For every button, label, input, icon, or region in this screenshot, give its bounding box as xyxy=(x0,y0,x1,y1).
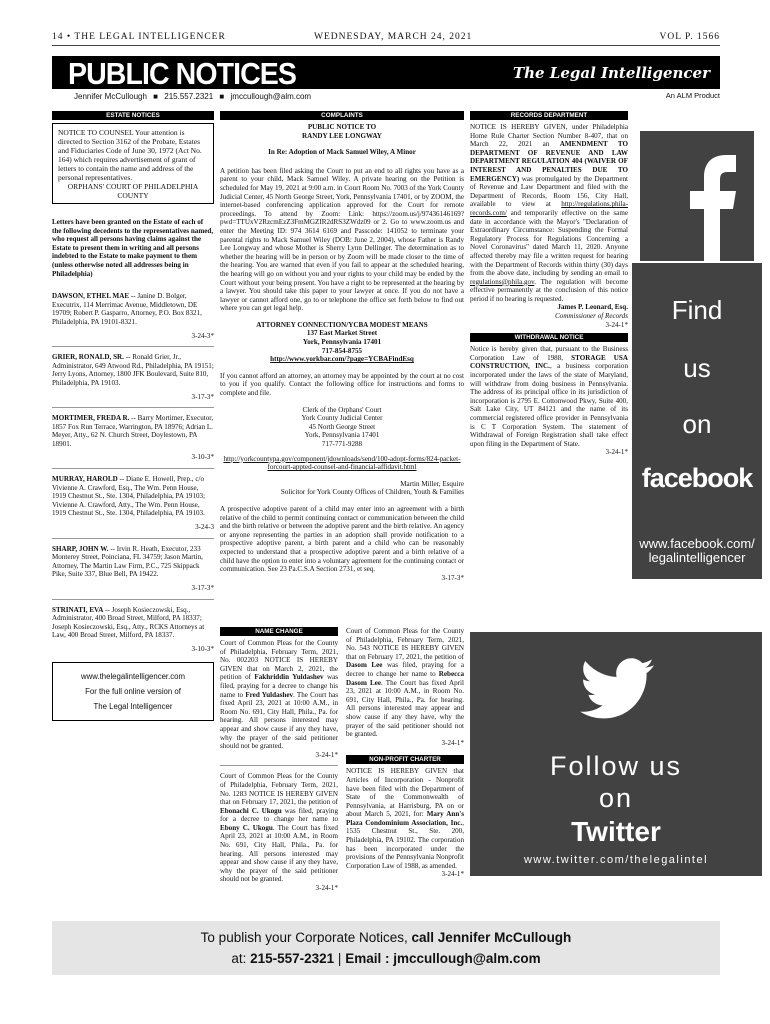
clerk-address xyxy=(220,406,464,449)
notice-ref: 3-24-1* xyxy=(315,884,338,893)
promo-line: For the full online version of xyxy=(85,686,181,696)
bullet-icon: ■ xyxy=(153,92,159,101)
notice-ref: 3-24-1* xyxy=(605,320,628,329)
ad-find: Find xyxy=(671,295,723,325)
estate-notice-body: DAWSON, ETHEL MAE -- Janine D. Bolger, Executrix, 114 Merrimac Avenue, Middletown, DE 19709; Robert P. Gasparro, Attorney, P.O. Box 8321, Philadelphia, PA 19101-8321. xyxy=(52,292,202,326)
address-line: 717-854-8755 xyxy=(321,346,363,355)
attorney-heading: ATTORNEY CONNECTION/YCBA MODEST MEANS xyxy=(256,320,428,329)
contact-name: Jennifer McCullough xyxy=(74,92,147,101)
records-header: RECORDS DEPARTMENT xyxy=(470,111,628,120)
estate-notice-body: MORTIMER, FREDA R. -- Barry Mortimer, Executor, 1857 Fox Run Terrace, Warrington, PA 18976; Adrian L. Meyer, Atty., 62 N. Church Street, Doylestown, PA 18901. xyxy=(52,414,214,448)
online-promo[interactable] xyxy=(52,662,214,721)
notice-ref: 3-24-1* xyxy=(315,750,338,759)
twitter-ad[interactable] xyxy=(470,632,762,876)
contact-phone: 215.557.2321 xyxy=(164,92,214,101)
page-folio: 14 • THE LEGAL INTELLIGENCER xyxy=(52,32,226,42)
divider xyxy=(52,599,214,600)
clerk-url[interactable]: http://yorkcountypa.gov/component/jdownloads/send/100-adopt-forms/824-packet-forcourt-appted-counsel-and-financial-affidavit.html xyxy=(223,454,461,472)
complaints-column xyxy=(220,111,464,582)
complaints-header: COMPLAINTS xyxy=(220,111,464,120)
notice-ref: 3-17-3* xyxy=(191,584,214,592)
nonprofit-header: NON-PROFIT CHARTER xyxy=(346,755,464,764)
signature-title: Commissioner of Records xyxy=(554,312,628,321)
footer-phone[interactable]: 215-557-2321 xyxy=(250,951,335,966)
notice-title: PUBLIC NOTICE TO xyxy=(307,123,377,131)
estate-header: ESTATE NOTICES xyxy=(52,111,214,120)
footer-line-1: To publish your Corporate Notices, call Jennifer McCullough xyxy=(200,930,572,945)
address-line: York, Pennsylvania 17401 xyxy=(304,431,380,440)
counsel-notice-box xyxy=(52,123,214,204)
facebook-wordmark: facebook xyxy=(641,463,753,493)
notice-ref: 3-24-1* xyxy=(605,448,628,457)
footer-line-2: at: 215-557-2321 | Email : jmccullough@alm.com xyxy=(231,951,541,966)
estate-lead: Letters have been granted on the Estate of each of the following decedents to the representatives named, who request all persons having claims against the Estate to present them in writing and all persons indebted to the Estate to make payment to them (unless otherwise noted all addresses being in Philadelphia) xyxy=(52,218,214,278)
email-link[interactable]: regulations@phila.gov xyxy=(470,277,535,286)
address-line: York, Pennsylvania 17401 xyxy=(302,338,382,347)
divider xyxy=(220,765,338,766)
notice-body: If you cannot afford an attorney, an attorney may be appointed by the court at no cost to you if you qualify. Contact the following office for instructions and forms to complete and file. xyxy=(220,371,464,398)
section-title: PUBLIC NOTICES xyxy=(68,56,296,91)
nonprofit-notice: NOTICE IS HEREBY GIVEN that Articles of Incorporation - Nonprofit have been filed with the Department of State of the Commonwealth of Pennsylvania, at Harrisburg, PA on or about March 5, 2021, for: Mary Ann's Plaza Condominium Association, Inc., 1535 Chestnut St., Ste. 200, Philadelphia, PA 19102. The corporation has been incorporated under the provisions of the Pennsylvania Nonprofit Corporation Law of 1988, as amended. xyxy=(346,767,464,870)
estate-notice xyxy=(52,545,214,593)
promo-url[interactable]: www.thelegalintelligencer.com xyxy=(80,671,185,681)
twitter-url[interactable]: www.twitter.com/thelegalintel xyxy=(523,854,709,866)
estate-notice-body: GRIER, RONALD, SR. -- Ronald Grier, Jr., Administrator, 649 Atwood Rd., Philadelphia, PA 19151; Jerry Lyons, Attorney, 1800 JFK Boulevard, Suite 810, Philadelphia, PA 19103. xyxy=(52,353,214,387)
estate-notice-body: SHARP, JOHN W. -- Irvin R. Heath, Executor, 233 Monterey Street, Poinciana, FL 34759; Jason Martin, Attorney, The Martin Law Firm, P.C., 725 Skippack Pike, Suite 337, Blue Bell, PA 19422. xyxy=(52,544,203,579)
name-change-notice: Court of Common Pleas for the County of Philadelphia, February Term, 2021, No. 543 NOTICE IS HEREBY GIVEN that on February 17, 2021, the petition of Dasom Lee was filed, praying for a decree to change her name to Rebecca Dasom Lee. The Court has fixed April 23, 2021 at 10:00 A.M., in Room No. 691, City Hall, Phila., Pa. for hearing. All persons interested may appear and show cause if any they have, why the prayer of the said petitioner should not be granted. xyxy=(346,627,464,739)
name-change-notice: Court of Common Pleas for the County of Philadelphia, February Term, 2021, No. 002203 NOTICE IS HEREBY GIVEN that on March 2, 2021, the petition of Fakhriddin Yuldashev was filed, praying for a decree to change his name to Fred Yuldashev. The Court has fixed April 23, 2021 at 10:00 A.M., in Room No. 691, City Hall, Phila., Pa. for hearing. All persons interested may appear and show cause if any they have, why the prayer of the said petitioner should not be granted. xyxy=(220,639,338,751)
divider xyxy=(52,468,214,469)
facebook-url[interactable]: www.facebook.com/ legalintelligencer xyxy=(639,536,755,565)
notice-ref: 3-24-1* xyxy=(441,738,464,747)
records-column xyxy=(470,111,628,457)
divider xyxy=(52,538,214,539)
ad-on: on xyxy=(682,409,712,439)
footer-email[interactable]: jmccullough@alm.com xyxy=(393,951,541,966)
notice-body: A prospective adoptive parent of a child may enter into an agreement with a birth relative of the child to permit continuing contact or communication between the child and the birth relative or between the adoptive parent and the birth relative. An agency or anyone representing the parties in an adoption shall provide notification to a prospective adoptive parent, a birth parent and a child who can be reasonably expected to understand that a prospective adoptive parent and a birth relative of a child have the option to enter into a voluntary agreement for the continuing contact or communication. See 23 Pa.C.S.A Section 2731, et seq. xyxy=(220,504,464,574)
estate-notice xyxy=(52,414,214,462)
notice-body: A petition has been filed asking the Court to put an end to all rights you have as a parent to your child, Mack Samuel Wiley. A private hearing on the Petition is scheduled for May 19, 2021 at 9:00 a.m. in Court Room No. 7003 of the York County Judicial Center, 45 North George Street, York, Pennsylvania 17401, or by ZOOM, the internet-based conferencing application approved for the Court for remote proceedings. To attend by Zoom: Link: https://zoom.us/j/97436146169?pwd=TTUxV2RzcmEzZ3FmMGZIR2dRS3ZWdz09 or 2. Go to www.zoom.us and enter the Meeting ID: 974 3614 6169 and Passcode: 141052 to terminate your parental rights to Mack Samuel Wiley (DOB: June 2, 2004), whose Father is Randy Lee Longway and whose Mother is Sherry Lynn Dellinger. The determination as to whether the hearing will be in person or by Zoom will be made closer to the time of the hearing. You are warned that even if you fail to appear at the scheduled hearing, the hearing will go on without you and your rights to your child may be ended by the Court without your being present. You have a right to be represented at the hearing by a lawyer. You should take this paper to your lawyer at once. If you do not have a lawyer or cannot afford one, go to or telephone the office set forth below to find out where you can get legal help. xyxy=(220,166,464,313)
regulations-link[interactable]: http://regulations.phila-records.com/ xyxy=(470,200,628,217)
contact-bar xyxy=(52,91,720,103)
estate-notice xyxy=(52,353,214,401)
notice-ref: 3-17-3* xyxy=(191,392,214,401)
name-change-header: NAME CHANGE xyxy=(220,627,338,636)
name-change-column xyxy=(220,627,338,893)
address-line: York County Judicial Center xyxy=(301,414,383,423)
estate-notice-body: MURRAY, HAROLD -- Diane E. Howell, Prep., c/o Vivienne A. Crawford, Esq., The Wm. Penn House, 1919 Chestnut St., Ste. 1304, Philadelphia, PA 19103; Vivienne A. Crawford, Atty., The Wm. Penn House, 1919 Chestnut St., Ste. 1304, Philadelphia, PA 19103. xyxy=(52,475,206,518)
estate-notice xyxy=(52,606,214,654)
notice-ref: 3-17-3* xyxy=(441,573,464,582)
counsel-notice-text: NOTICE TO COUNSEL Your attention is directed to Section 3162 of the Probate, Estates and Fiduciaries Code of June 30, 1972 (Act No. 164) which requires advertisement of grant of letters to contain the name and address of the personal representatives. xyxy=(58,128,202,182)
estate-notice-body: STRINATI, EVA -- Joseph Kosieczowski, Esq., Administrator, 400 Broad Street, Milford, PA 18337; Joseph Kosieczowski, Esq., Atty., RCKS Attorneys at Law, 400 Broad Street, Milford, PA 18337. xyxy=(52,605,205,640)
twitter-wordmark: Twitter xyxy=(571,816,661,847)
attorney-address xyxy=(220,329,464,355)
estate-notice xyxy=(52,292,214,340)
counsel-notice-sign: ORPHANS' COURT OF PHILADELPHIA COUNTY xyxy=(67,182,199,200)
signature-name: James P. Leonard, Esq. xyxy=(557,303,628,312)
facebook-ad[interactable] xyxy=(632,123,762,579)
bullet-icon: ■ xyxy=(219,92,225,101)
address-line: 45 North George Street xyxy=(308,422,376,431)
notice-ref: 3-24-3* xyxy=(191,331,214,340)
notice-ref: 3-24-3 xyxy=(195,523,214,532)
facebook-logo-icon xyxy=(632,123,762,263)
divider xyxy=(52,346,214,347)
notice-ref: 3-24-1* xyxy=(441,870,464,879)
publish-footer xyxy=(52,921,720,975)
signature-title: Solicitor for York County Offices of Children, Youth & Families xyxy=(280,488,464,497)
estate-column xyxy=(52,111,214,721)
attorney-url[interactable]: http://www.yorkbar.com/?page=YCBAFindEsq xyxy=(270,355,414,364)
signature-name: Martin Miller, Esquire xyxy=(400,479,464,488)
records-notice: NOTICE IS HEREBY GIVEN, under Philadelphia Home Rule Charter Section Number 8-407, that on March 22, 2021 an AMENDMENT TO DEPARTMENT OF REVENUE AND LAW DEPARTMENT REGULATION 404 (WAIVER OF INTEREST AND PENALTIES DUE TO EMERGENCY) was promulgated by the Department of Revenue and Law Department and filed with the Department of Records, Room 156, City Hall, available to view at http://regulations.phila-records.com/ and temporarily effective on the same date in accordance with the Mayor's "Declaration of Extraordinary Circumstance: Suspending the Formal Regulatory Process for Regulations Concerning a Novel Coronavirus" dated March 11, 2020. Anyone affected thereby may file a written request for hearing with the Department of Records within thirty (30) days from the above date, including by sending an email to regulations@phila.gov. The regulation will become effective permanently at the conclusion of this notice period if no hearing is requested. xyxy=(470,123,629,303)
address-line: 137 East Market Street xyxy=(306,329,378,338)
divider xyxy=(52,407,214,408)
footer-contact: call Jennifer McCullough xyxy=(411,930,572,945)
product-tag: An ALM Product xyxy=(665,91,720,100)
notice-re: In Re: Adoption of Mack Samuel Wiley, A Minor xyxy=(268,148,416,157)
address-line: 717-771-9288 xyxy=(321,440,363,448)
twitter-bird-icon xyxy=(580,658,654,720)
notice-ref: 3-10-3* xyxy=(191,644,214,653)
volume-page: VOL P. 1566 xyxy=(659,32,720,42)
running-header xyxy=(52,30,720,46)
notice-recipient: RANDY LEE LONGWAY xyxy=(302,131,382,140)
name-change-column-2 xyxy=(346,627,464,879)
ad-us: us xyxy=(683,353,711,383)
twitter-follow: Follow us on xyxy=(549,751,683,813)
withdrawal-notice: Notice is hereby given that, pursuant to the Business Corporation Law of 1988, STORAGE USA CONSTRUCTION, INC., a business corporation incorporated under the laws of the state of Maryland, will withdraw from doing business in Pennsylvania. The address of its principal office in its jurisdiction of incorporation is 2795 E. Cottonwood Pkwy, Suite 400, Salt Lake City, UT 84121 and the name of its commercial registered office provider in Pennsylvania is C T Corporation System. The statement of Withdrawal of Foreign Registration shall take effect upon filing in the Department of State. xyxy=(470,345,628,448)
contact-email[interactable]: jmccullough@alm.com xyxy=(230,92,312,101)
masthead-logo: The Legal Intelligencer xyxy=(512,64,710,82)
name-change-notice: Court of Common Pleas for the County of Philadelphia, February Term, 2021, No. 1283 NOTICE IS HEREBY GIVEN that on February 17, 2021, the petition of Ebonachi C. Ukogu was filed, praying for a decree to change her name to Ebony C. Ukogu. The Court has fixed April 23, 2021 at 10:00 A.M., in Room No. 691, City Hall, Phila., Pa. for hearing. All persons interested may appear and show cause if any they have, why the prayer of the said petitioner should not be granted. xyxy=(220,772,338,884)
issue-date: WEDNESDAY, MARCH 24, 2021 xyxy=(314,32,473,42)
estate-notice xyxy=(52,475,214,532)
withdrawal-header: WITHDRAWAL NOTICE xyxy=(470,333,628,342)
address-line: Clerk of the Orphans' Court xyxy=(302,405,382,414)
section-banner xyxy=(52,56,720,89)
estate-list xyxy=(52,292,214,653)
notice-ref: 3-10-3* xyxy=(191,453,214,462)
promo-line: The Legal Intelligencer xyxy=(93,701,173,711)
